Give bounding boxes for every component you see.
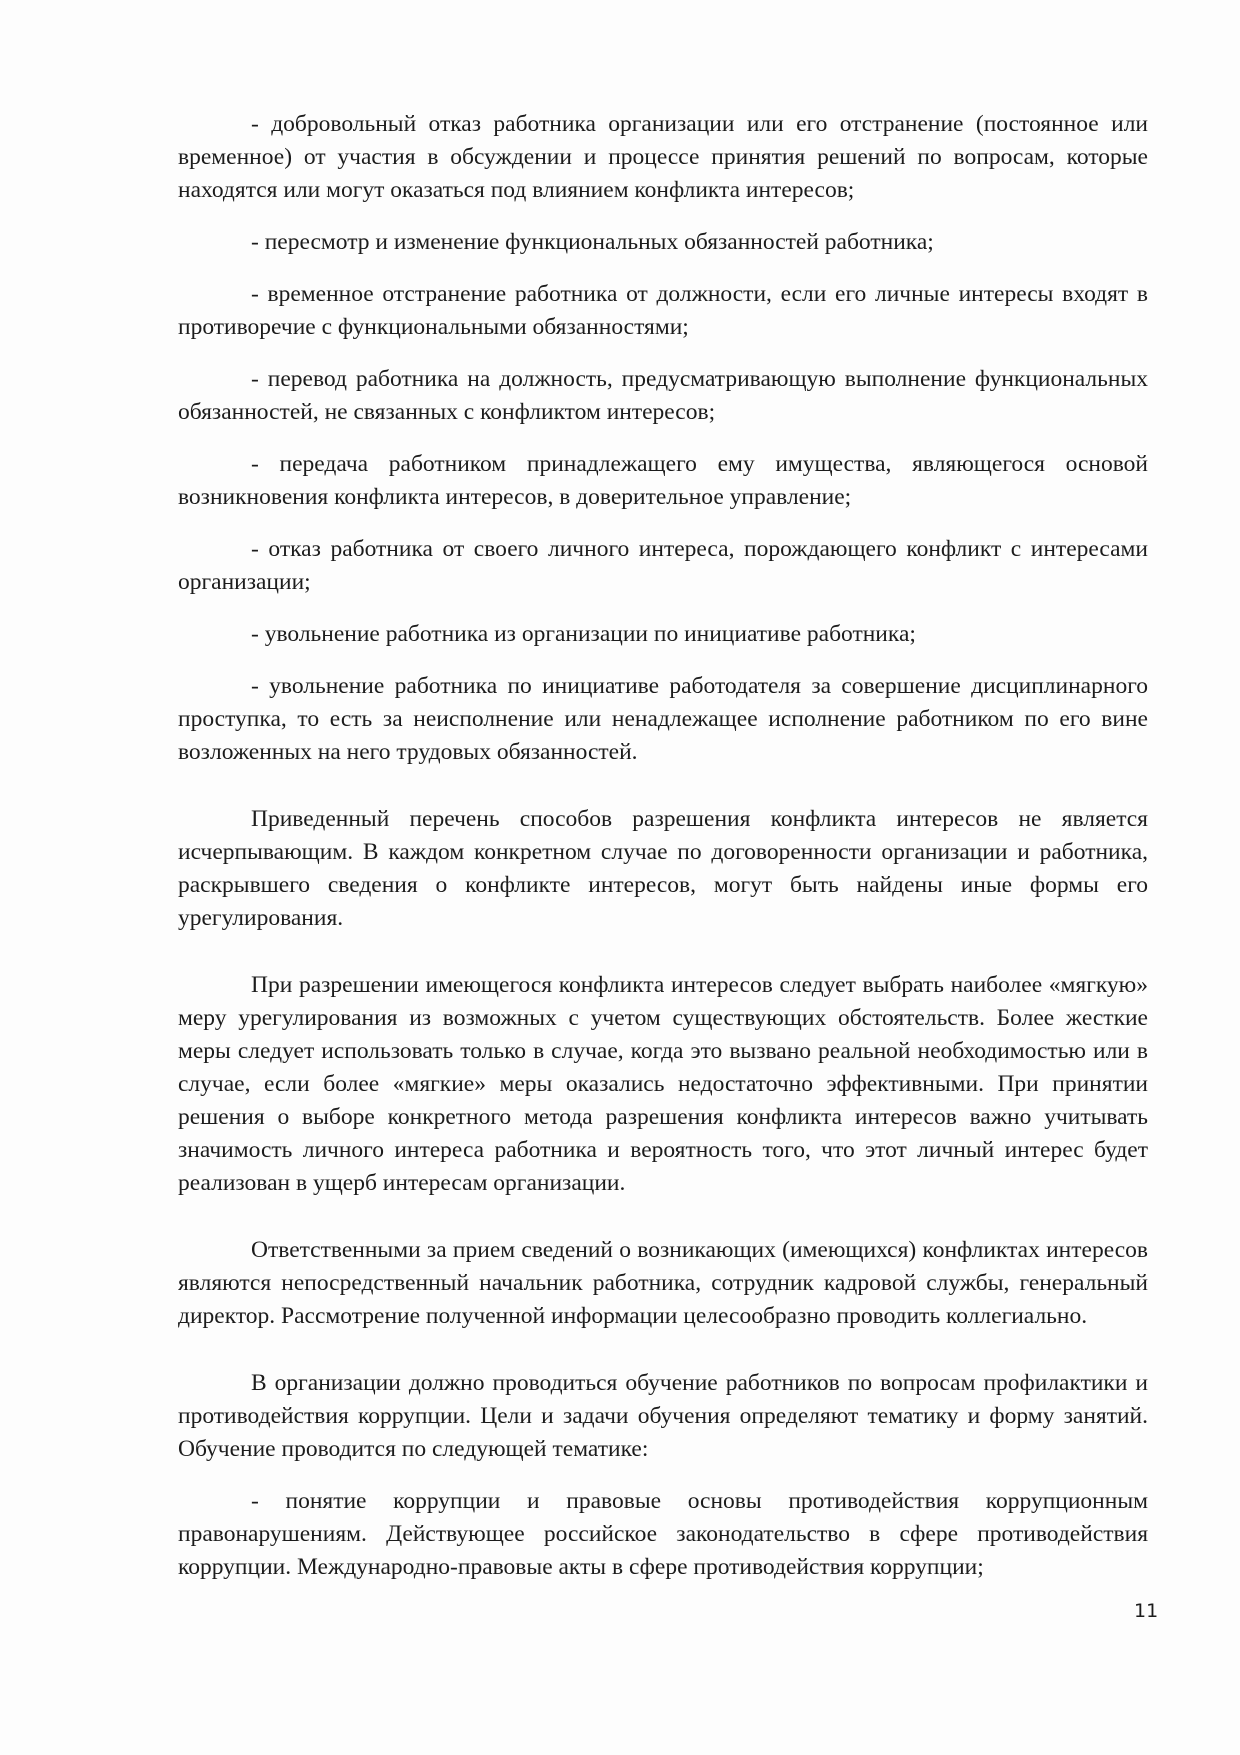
paragraph-dismissal-employee: - увольнение работника из организации по инициативе работника; — [251, 621, 916, 647]
paragraph-duties-revision: - пересмотр и изменение функциональных обязанностей работника; — [251, 229, 934, 255]
paragraph-property-trust: - передача работником принадлежащего ему имущества, являющегося основой возникновения конфликта интересов, в доверительное управление; — [178, 451, 1148, 510]
document-body — [178, 108, 1148, 1603]
paragraph-dismissal-employer: - увольнение работника по инициативе работодателя за совершение дисциплинарного проступка, то есть за неисполнение или ненадлежащее исполнение работником по его вине возложенных на него трудовых обязанностей. — [178, 673, 1148, 765]
page-number: 11 — [1134, 1600, 1159, 1622]
paragraph-voluntary-refusal: - добровольный отказ работника организации или его отстранение (постоянное или временное) от участия в обсуждении и процессе принятия решений по вопросам, которые находятся или могут оказаться под влиянием конфликта интересов; — [178, 111, 1148, 203]
paragraph-list-not-exhaustive: Приведенный перечень способов разрешения конфликта интересов не является исчерпывающим. В каждом конкретном случае по договоренности организации и работника, раскрывшего сведения о конфликте интересов, могут быть найдены иные формы его урегулирования. — [178, 806, 1148, 931]
paragraph-training: В организации должно проводиться обучение работников по вопросам профилактики и противодействия коррупции. Цели и задачи обучения определяют тематику и форму занятий. Обучение проводится по следующей тематике: — [178, 1370, 1148, 1462]
paragraph-corruption-concept: - понятие коррупции и правовые основы противодействия коррупционным правонарушениям. Действующее российское законодательство в сфере противодействия коррупции. Международно-правовые акты в сфере противодействия коррупции; — [178, 1488, 1148, 1580]
paragraph-temporary-suspension: - временное отстранение работника от должности, если его личные интересы входят в противоречие с функциональными обязанностями; — [178, 281, 1148, 340]
paragraph-transfer: - перевод работника на должность, предусматривающую выполнение функциональных обязанностей, не связанных с конфликтом интересов; — [178, 366, 1148, 425]
paragraph-soft-measures: При разрешении имеющегося конфликта интересов следует выбрать наиболее «мягкую» меру урегулирования из возможных с учетом существующих обстоятельств. Более жесткие меры следует использовать только в случае, когда это вызвано реальной необходимостью или в случае, если более «мягкие» меры оказались недостаточно эффективными. При принятии решения о выборе конкретного метода разрешения конфликта интересов важно учитывать значимость личного интереса работника и вероятность того, что этот личный интерес будет реализован в ущерб интересам организации. — [178, 972, 1148, 1196]
paragraph-responsible-persons: Ответственными за прием сведений о возникающих (имеющихся) конфликтах интересов являются непосредственный начальник работника, сотрудник кадровой службы, генеральный директор. Рассмотрение полученной информации целесообразно проводить коллегиально. — [178, 1237, 1148, 1329]
paragraph-refusal-of-interest: - отказ работника от своего личного интереса, порождающего конфликт с интересами организации; — [178, 536, 1148, 595]
